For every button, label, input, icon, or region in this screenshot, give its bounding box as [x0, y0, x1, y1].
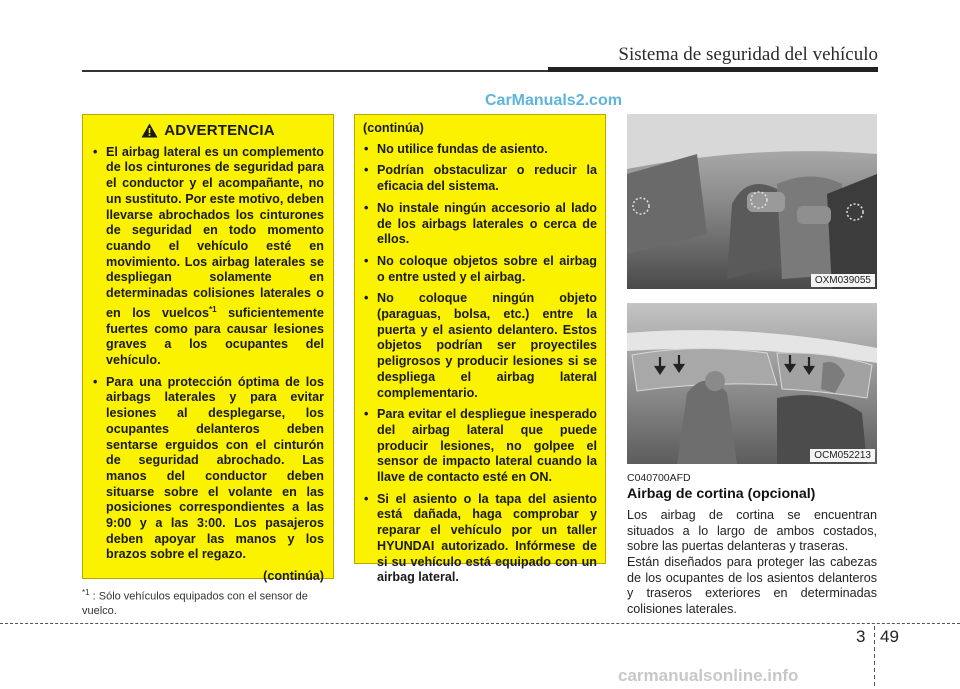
- footnote-text: : Sólo vehículos equipados con el sensor de vuelco.: [82, 590, 308, 617]
- running-header-title: Sistema de seguridad del vehículo: [618, 44, 878, 65]
- warning-box: [82, 114, 334, 584]
- warning-header: [92, 123, 324, 139]
- watermark-bottom: carmanualsonline.info: [618, 666, 799, 685]
- continued-item: • No coloque objetos sobre el airbag o entre usted y el airbag.: [363, 254, 597, 285]
- section-code: C040700AFD: [627, 472, 691, 484]
- side-airbag-illustration: [627, 114, 877, 289]
- warning-item: [92, 145, 324, 369]
- footer-rule: [0, 623, 960, 624]
- section-title: Airbag de cortina (opcional): [627, 486, 816, 502]
- side-airbag-photo: [627, 114, 877, 289]
- warning-triangle-icon: [141, 123, 158, 138]
- section-paragraph: Están diseñados para proteger las cabezas de los ocupantes de los asientos delanteros y traseros exteriores en determinadas colisiones laterales.: [627, 555, 877, 617]
- footnote: [82, 586, 337, 618]
- continued-item: • No coloque ningún objeto (paraguas, bolsa, etc.) entre la puerta y el asiento delantero. Estos objetos podrían ser proyectiles peligrosos y producir lesiones si se despliega el airbag lateral complementario.: [363, 291, 597, 401]
- warning-item-text: El airbag lateral es un complemento de los cinturones de seguridad para el conductor y el acompañante, no un sustituto. Por este motivo, deben llevarse abrochados los cinturones de seguridad en todo momento cuando el vehículo esté en movimiento. Los airbag laterales se despliegan solamente en determinadas colisiones laterales o en los vuelcos: [106, 144, 324, 320]
- continued-label: (continúa): [363, 121, 424, 135]
- footnote-ref: *1: [208, 304, 217, 314]
- page-number-divider: [874, 626, 875, 689]
- image-code-bottom: OCM052213: [810, 449, 875, 462]
- image-code-top: OXM039055: [811, 274, 875, 287]
- header-rule-thick: [548, 67, 878, 72]
- warning-item-tail: suficientemente fuertes como para causar lesiones graves a los ocupantes del vehículo.: [106, 305, 324, 368]
- continued-list: [363, 142, 597, 586]
- continued-item: • Si el asiento o la tapa del asiento está dañada, haga comprobar y reparar el vehículo por un taller HYUNDAI autorizado. Infórmese de si su vehículo está equipado con un airbag lateral.: [363, 492, 597, 586]
- page-number: 49: [880, 627, 899, 646]
- curtain-airbag-photo: [627, 303, 877, 464]
- warning-title: ADVERTENCIA: [164, 122, 275, 139]
- section-paragraph: Los airbag de cortina se encuentran situados a lo largo de ambos costados, sobre las puertas delanteras y traseras.: [627, 508, 877, 554]
- curtain-airbag-illustration: [627, 303, 877, 464]
- continued-item: • No instale ningún accesorio al lado de los airbags laterales o cerca de ellos.: [363, 201, 597, 248]
- continued-item: • No utilice fundas de asiento.: [363, 142, 597, 158]
- continued-warning-box: [354, 114, 606, 585]
- warning-item: • Para una protección óptima de los airbags laterales y para evitar lesiones al desplegarse, los ocupantes delanteros deben sentarse erguidos con el cinturón de seguridad abrochado. Las manos del conductor deben situarse sobre el volante en las posiciones correspondientes a las 9:00 y a las 3:00. Los pasajeros deben apoyar las manos y los brazos sobre el regazo.: [92, 375, 324, 563]
- continues-label: (continúa): [263, 569, 324, 584]
- warning-list: [92, 145, 324, 563]
- continued-item: • Para evitar el despliegue inesperado del airbag lateral que puede producir lesiones, no golpee el sensor de impacto lateral cuando la llave de contacto esté en ON.: [363, 407, 597, 486]
- continued-item: • Podrían obstaculizar o reducir la eficacia del sistema.: [363, 163, 597, 194]
- chapter-number: 3: [856, 627, 866, 646]
- watermark-top: CarManuals2.com: [485, 92, 622, 109]
- header-rule-thin: [82, 70, 552, 72]
- footnote-marker: *1: [82, 588, 90, 597]
